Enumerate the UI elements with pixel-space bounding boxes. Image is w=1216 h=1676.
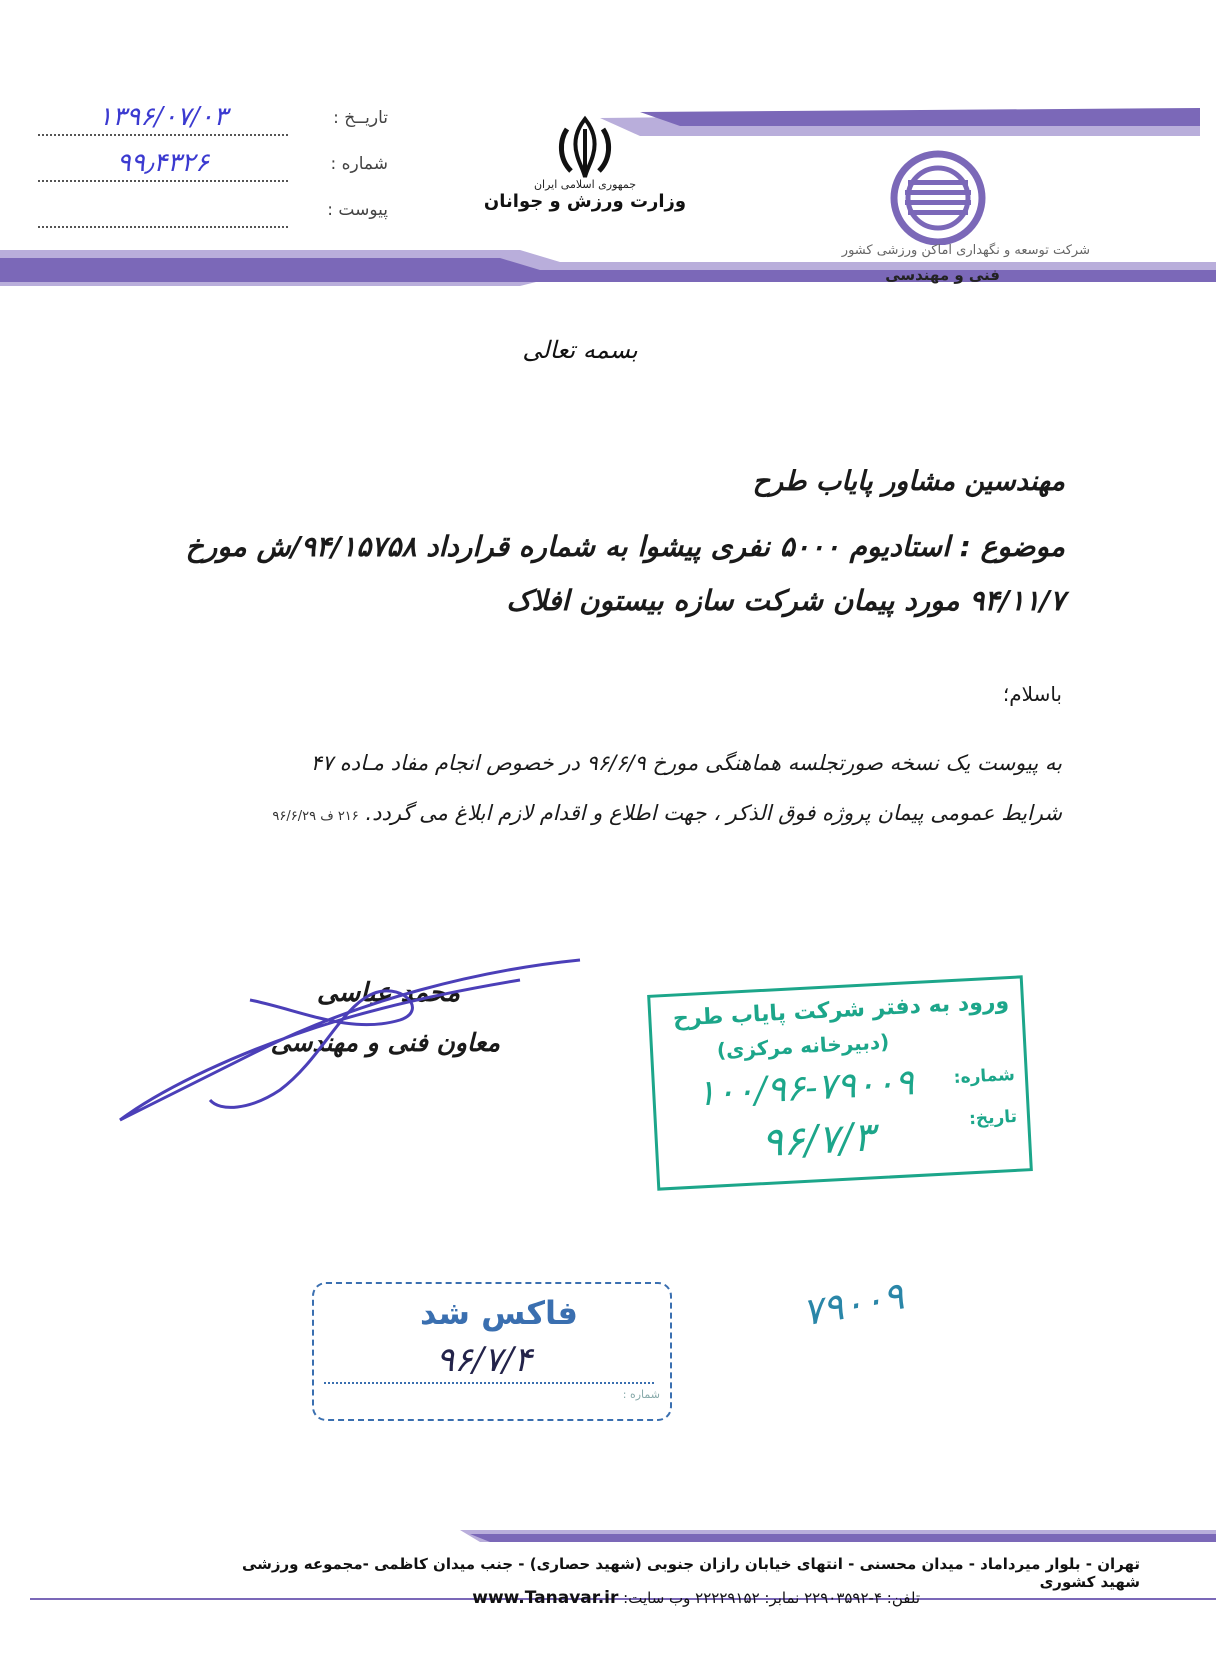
body-line-1: به پیوست یک نسخه صورتجلسه هماهنگی مورخ ۹۶/۶/۹ در خصوص انجام مفاد مـاده ۴۷ [310, 751, 1062, 775]
receipt-number-value: ۱۰۰/۹۶-۷۹۰۰۹ [695, 1062, 915, 1115]
margin-note: ۷۹۰۰۹ [798, 1273, 908, 1335]
date-label: تاریــخ : [333, 108, 388, 128]
number-row [28, 146, 388, 192]
attachment-value [38, 192, 288, 228]
receipt-stamp-title: ورود به دفتر شرکت پایاب طرح [672, 989, 1010, 1032]
receipt-stamp-subtitle: (دبیرخانه مرکزی) [716, 1029, 890, 1063]
bismillah: بسمه تعالی [522, 336, 638, 364]
receipt-number-label: شماره: [953, 1064, 1016, 1089]
attachment-label: پیوست : [327, 200, 388, 220]
company-name: شرکت توسعه و نگهداری اماکن ورزشی کشور [841, 243, 1090, 258]
greeting: باسلام؛ [1002, 682, 1062, 706]
subject-line-1: موضوع : استادیوم ۵۰۰۰ نفری پیشوا به شماره قرارداد ۹۴/۱۵۷۵۸/ش مورخ [185, 530, 1065, 563]
fax-stamp [312, 1282, 672, 1421]
letter-meta [28, 100, 388, 238]
date-value: ۱۳۹۶/۰۷/۰۳ [38, 100, 288, 136]
fax-small-label: شماره : [622, 1388, 660, 1401]
signatory-title: معاون فنی و مهندسی [270, 1028, 500, 1057]
receipt-stamp [647, 975, 1033, 1190]
subject-line-2: ۹۴/۱۱/۷ مورد پیمان شرکت سازه بیستون افلاک [506, 584, 1065, 617]
footer-website-link[interactable]: www.Tanavar.ir [472, 1588, 619, 1608]
body-text [120, 738, 1062, 842]
signatory-name: محمد عباسی [316, 978, 460, 1008]
footer-phone: تلفن: ۴-۲۲۹۰۳۵۹۲ نمابر: ۲۲۲۲۹۱۵۲ وب سایت: [623, 1589, 920, 1607]
subject [120, 520, 1065, 628]
fax-stamp-date: ۹۶/۷/۴ [436, 1340, 532, 1380]
attachment-row [28, 192, 388, 238]
number-label: شماره : [330, 154, 388, 174]
receipt-date-value: ۹۶/۷/۳ [760, 1114, 876, 1167]
department-name: فنی و مهندسی [885, 266, 1000, 284]
footer-address: تهران - بلوار میرداماد - میدان محسنی - انتهای خیابان رازان جنوبی (شهید حصاری) - جنب میدان کاظمی -مجموعه ورزشی شهید کشوری [241, 1555, 1140, 1591]
body-line-2 [120, 788, 1062, 842]
date-row [28, 100, 388, 146]
footer-contact [200, 1588, 920, 1608]
body-note: ۲۱۶ ف ۹۶/۶/۲۹ [272, 809, 359, 824]
fax-divider [324, 1382, 654, 1384]
company-logo-icon [883, 150, 993, 245]
fax-stamp-title: فاکس شد [420, 1294, 578, 1332]
number-value: ۹۹٫۴۳۲۶ [38, 146, 288, 182]
addressee: مهندسین مشاور پایاب طرح [752, 466, 1065, 497]
ministry-name: وزارت ورزش و جوانان [483, 191, 687, 212]
receipt-date-label: تاریخ: [968, 1106, 1018, 1130]
iran-emblem-icon [555, 115, 615, 181]
body-line-2-text: شرایط عمومی پیمان پروژه فوق الذکر ، جهت اطلاع و اقدام لازم ابلاغ می گردد. [365, 801, 1062, 825]
gov-line: جمهوری اسلامی ایران [533, 178, 637, 191]
signature-scribble [100, 940, 600, 1140]
